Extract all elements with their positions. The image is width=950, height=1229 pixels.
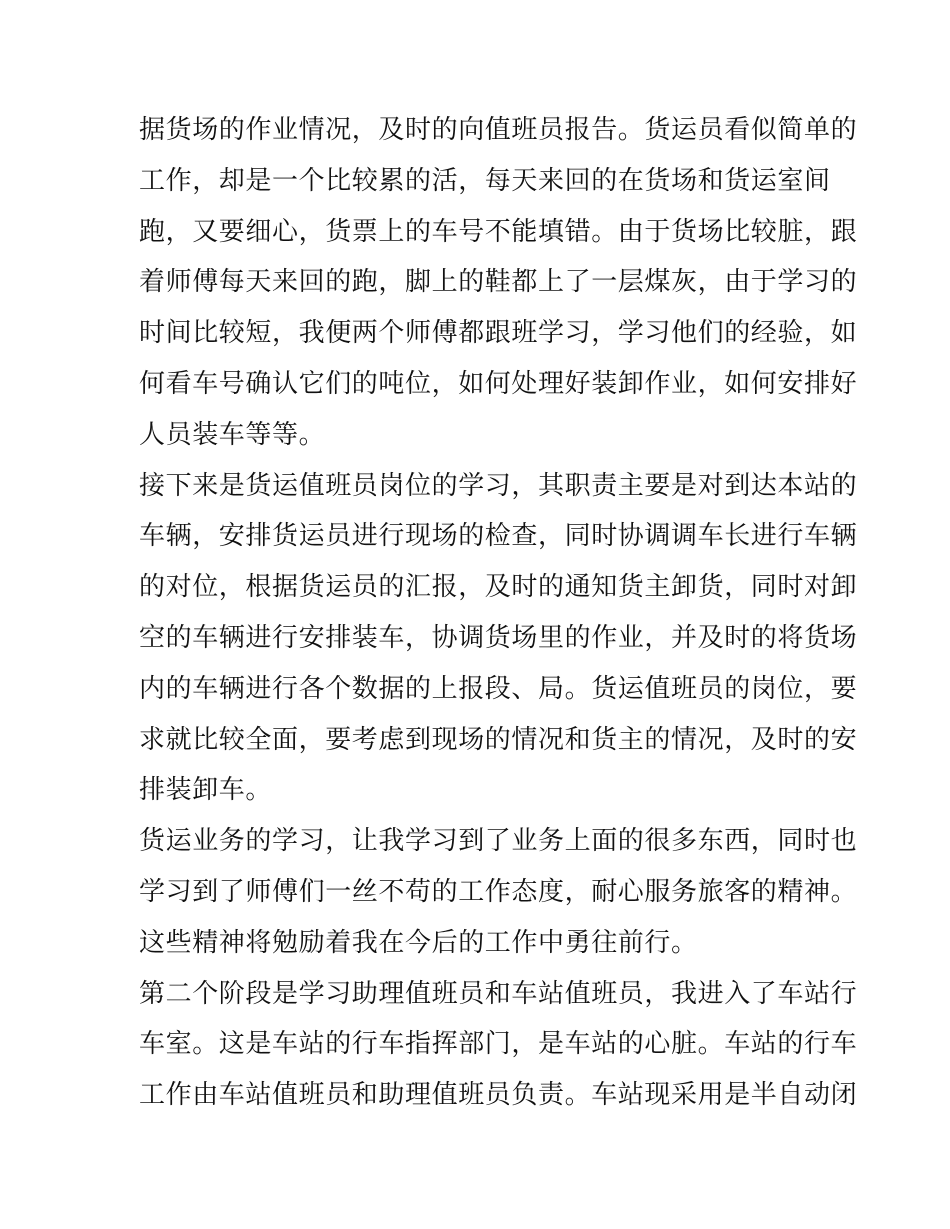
text-line: 排装卸车。 bbox=[139, 775, 273, 806]
text-line: 何看车号确认它们的吨位，如何处理好装卸作业，如何安排好 bbox=[139, 368, 858, 399]
text-line: 第二个阶段是学习助理值班员和车站值班员，我进入了车站行 bbox=[139, 978, 858, 1009]
text-line: 着师傅每天来回的跑，脚上的鞋都上了一层煤灰，由于学习的 bbox=[139, 267, 858, 298]
document-body bbox=[139, 105, 858, 1121]
text-line: 时间比较短，我便两个师傅都跟班学习，学习他们的经验，如 bbox=[139, 318, 858, 349]
text-line: 跑，又要细心，货票上的车号不能填错。由于货场比较脏，跟 bbox=[139, 216, 858, 247]
text-line: 学习到了师傅们一丝不苟的工作态度，耐心服务旅客的精神。 bbox=[139, 876, 858, 907]
text-line: 车室。这是车站的行车指挥部门，是车站的心脏。车站的行车 bbox=[139, 1029, 858, 1060]
text-line: 车辆，安排货运员进行现场的检查，同时协调调车长进行车辆 bbox=[139, 521, 858, 552]
text-line: 人员装车等等。 bbox=[139, 419, 326, 450]
text-line: 工作由车站值班员和助理值班员负责。车站现采用是半自动闭 bbox=[139, 1080, 858, 1111]
text-line: 货运业务的学习，让我学习到了业务上面的很多东西，同时也 bbox=[139, 826, 858, 857]
text-line: 这些精神将勉励着我在今后的工作中勇往前行。 bbox=[139, 927, 698, 958]
text-line: 工作，却是一个比较累的活，每天来回的在货场和货运室间 bbox=[139, 165, 831, 196]
text-line: 空的车辆进行安排装车，协调货场里的作业，并及时的将货场 bbox=[139, 622, 858, 653]
text-line: 内的车辆进行各个数据的上报段、局。货运值班员的岗位，要 bbox=[139, 673, 858, 704]
text-line: 据货场的作业情况，及时的向值班员报告。货运员看似简单的 bbox=[139, 115, 858, 145]
text-line: 的对位，根据货运员的汇报，及时的通知货主卸货，同时对卸 bbox=[139, 572, 858, 603]
text-line: 求就比较全面，要考虑到现场的情况和货主的情况，及时的安 bbox=[139, 724, 858, 755]
text-line: 接下来是货运值班员岗位的学习，其职责主要是对到达本站的 bbox=[139, 470, 858, 501]
